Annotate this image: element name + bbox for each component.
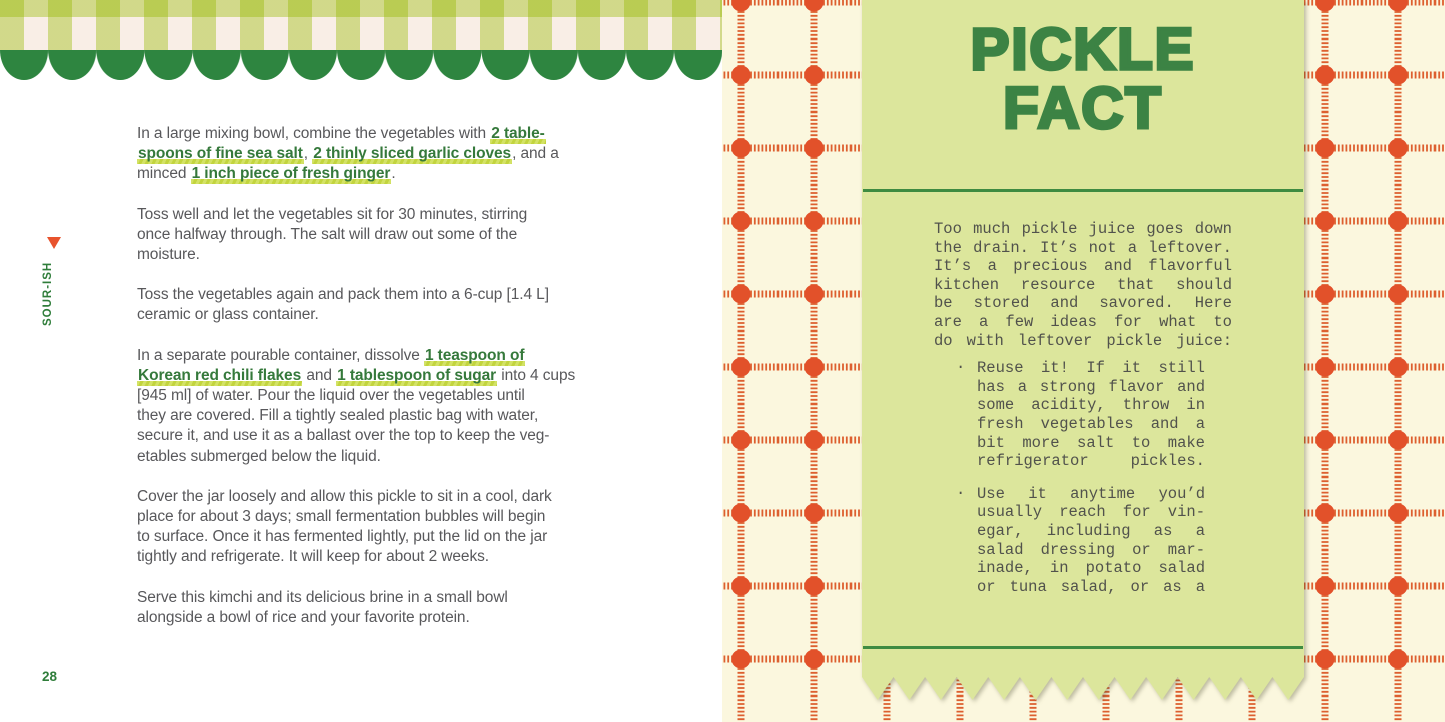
recipe-paragraph: [137, 588, 652, 628]
ingredient-highlight: 2 table-: [491, 125, 545, 142]
recipe-text: Cover the jar loosely and allow this pickle to sit in a cool, dark: [137, 487, 552, 505]
panel-text-line: do with leftover pickle juice:: [934, 331, 1232, 350]
recipe-text: Toss the vegetables again and pack them into a 6-cup [1.4 L]: [137, 286, 549, 304]
recipe-text: once halfway through. The salt will draw out some of the: [137, 225, 518, 243]
panel-bullet-list: [934, 359, 1232, 596]
panel-title-line2: FACT: [1003, 76, 1163, 141]
panel-text-line: bit more salt to make: [977, 433, 1205, 452]
recipe-text: .: [391, 165, 396, 183]
recipe-text: into 4 cups: [497, 366, 576, 384]
recipe-text: they are covered. Fill a tightly sealed plastic bag with water,: [137, 407, 539, 425]
recipe-paragraph: [137, 346, 652, 467]
right-page: [722, 0, 1445, 722]
ingredient-highlight: 1 inch piece of fresh ginger: [191, 165, 391, 183]
pickle-fact-panel: [862, 0, 1304, 700]
panel-text-line: inade, in potato salad: [977, 559, 1205, 578]
panel-intro: [934, 220, 1232, 350]
panel-text-line: usually reach for vin-: [977, 503, 1205, 522]
panel-text-line: egar, including as a: [977, 521, 1205, 540]
recipe-text: minced: [137, 165, 191, 183]
bullet-marker-icon: ·: [956, 358, 966, 377]
recipe-text: , and a: [512, 145, 559, 163]
recipe-text: Toss well and let the vegetables sit for 30 minutes, stirring: [137, 205, 528, 223]
recipe-paragraph: [137, 285, 652, 325]
gingham-awning: [0, 0, 722, 50]
recipe-paragraph: [137, 124, 652, 185]
recipe-text: tightly and refrigerate. It will keep for about 2 weeks.: [137, 548, 489, 566]
ingredient-highlight: spoons of fine sea salt: [138, 145, 303, 163]
panel-text-line: salad dressing or mar-: [977, 540, 1205, 559]
recipe-text: moisture.: [137, 246, 200, 264]
recipe-text: to surface. Once it has fermented lightly, put the lid on the jar: [137, 528, 548, 546]
panel-text-line: Reuse it! If it still: [977, 359, 1205, 378]
recipe-text: secure it, and use it as a ballast over the top to keep the veg-: [137, 427, 550, 445]
section-triangle-icon: [47, 237, 61, 249]
ingredient-highlight: Korean red chili flakes: [138, 366, 302, 384]
panel-divider-bottom: [863, 646, 1303, 649]
recipe-text: and: [302, 366, 337, 384]
panel-title: [862, 0, 1304, 141]
recipe-text: ceramic or glass container.: [137, 306, 319, 324]
panel-text-line: are a few ideas for what to: [934, 312, 1232, 331]
panel-body: [934, 220, 1232, 610]
ingredient-highlight: 1 teaspoon of: [424, 346, 525, 364]
panel-card: [862, 0, 1304, 677]
panel-text-line: or tuna salad, or as a: [977, 577, 1205, 596]
panel-text-line: be stored and savored. Here: [934, 294, 1232, 313]
recipe-instructions: [137, 124, 652, 648]
panel-text-line: kitchen resource that should: [934, 275, 1232, 294]
panel-text-line: has a strong flavor and: [977, 377, 1205, 396]
panel-text-line: Use it anytime you’d: [977, 484, 1205, 503]
recipe-paragraph: [137, 205, 652, 266]
recipe-text: place for about 3 days; small fermentation bubbles will begin: [137, 508, 546, 526]
recipe-paragraph: [137, 487, 652, 568]
panel-text-line: fresh vegetables and a: [977, 414, 1205, 433]
recipe-text: etables submerged below the liquid.: [137, 447, 381, 465]
panel-title-line1: PICKLE: [970, 17, 1196, 82]
section-label: SOUR-ISH: [42, 261, 54, 326]
recipe-text: [945 ml] of water. Pour the liquid over the vegetables until: [137, 387, 525, 405]
panel-text-line: some acidity, throw in: [977, 396, 1205, 415]
panel-zigzag-edge: [862, 677, 1304, 700]
ingredient-highlight: 1 tablespoon of sugar: [337, 366, 497, 384]
panel-text-line: refrigerator pickles.: [977, 452, 1205, 471]
recipe-text: Serve this kimchi and its delicious brine in a small bowl: [137, 588, 508, 606]
recipe-text: In a separate pourable container, dissolve: [137, 346, 424, 364]
bullet-marker-icon: ·: [956, 483, 966, 502]
ingredient-highlight: 2 thinly sliced garlic cloves: [313, 145, 512, 163]
left-page: [0, 0, 722, 722]
awning-scallops: [0, 50, 722, 80]
panel-text-line: Too much pickle juice goes down: [934, 220, 1232, 238]
recipe-text: alongside a bowl of rice and your favorite protein.: [137, 608, 470, 626]
recipe-text: ,: [303, 145, 313, 163]
panel-text-line: the drain. It’s not a leftover.: [934, 238, 1232, 257]
panel-divider-top: [863, 189, 1303, 192]
page-number: 28: [42, 669, 58, 684]
panel-bullet-item: [934, 485, 1205, 597]
recipe-text: In a large mixing bowl, combine the vegetables with: [137, 125, 491, 142]
panel-text-line: It’s a precious and flavorful: [934, 257, 1232, 276]
panel-bullet-item: [934, 359, 1205, 471]
